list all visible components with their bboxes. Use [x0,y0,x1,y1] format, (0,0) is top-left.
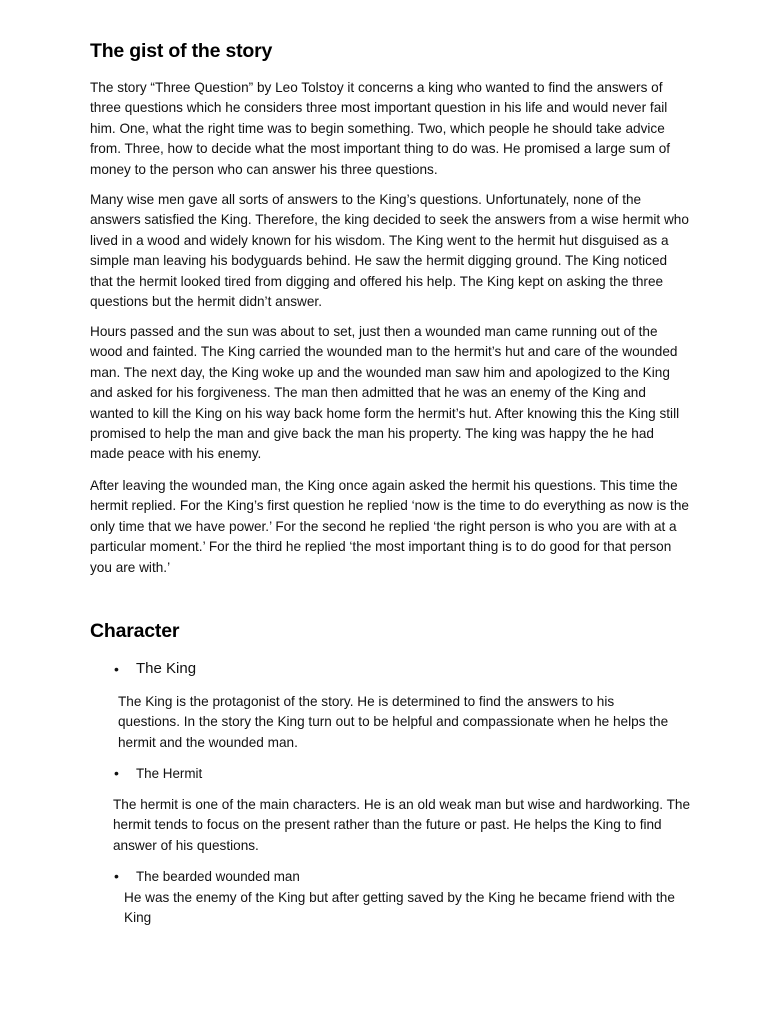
heading-gist-of-story: The gist of the story [90,40,273,62]
heading-character: Character [90,620,180,642]
character-name-hermit: The Hermit [136,765,203,781]
paragraph-hermit-answers: After leaving the wounded man, the King once again asked the hermit his questions. This time the hermit replied. For the King’s first question he replied ‘now is the time to do everything as now is the only time that we have power.’ For the second he replied ‘the right person is who you are with at a particular moment.’ For the third he replied ‘the most important thing is to do good for that person you are with.’ [90,478,689,575]
character-description-hermit: The hermit is one of the main characters. He is an old weak man but wise and hardworking. The hermit tends to focus on the present rather than the future or past. He helps the King to find answer of his questions. [113,797,691,853]
character-name-wounded-man: The bearded wounded man [136,868,300,884]
character-bullet-hermit [114,765,202,781]
character-description-king: The King is the protagonist of the story. He is determined to find the answers to his questions. In the story the King turn out to be helpful and compassionate when he helps the hermit and the wounded man. [118,694,669,750]
paragraph-wise-men: Many wise men gave all sorts of answers to the King’s questions. Unfortunately, none of the answers satisfied the King. Therefore, the king decided to seek the answers from a wise hermit who lived in a wood and widely known for his wisdom. The King went to the hermit hut disguised as a simple man leaving his bodyguards behind. He saw the hermit digging ground. The King noticed that the hermit looked tired from digging and offered his help. The King kept on asking the three questions but the hermit didn’t answer. [90,192,689,310]
character-name-king: The King [136,660,197,677]
bullet-icon: • [114,765,119,781]
bullet-icon: • [114,868,119,884]
bullet-icon: • [114,660,119,677]
paragraph-intro: The story “Three Question” by Leo Tolstoy it concerns a king who wanted to find the answers of three questions which he considers three most important question in his life and would never fail him. One, what the right time was to begin something. Two, which people he should take advice from. Three, how to decide what the most important thing to do was. He promised a large sum of money to the person who can answer his three questions. [90,80,671,177]
character-bullet-king [114,660,196,677]
paragraph-wounded-man: Hours passed and the sun was about to set, just then a wounded man came running out of the wood and fainted. The King carried the wounded man to the hermit’s hut and care of the wounded man. The next day, the King woke up and the wounded man saw him and apologized to the King and asked for his forgiveness. The man then admitted that he was an enemy of the King and wanted to kill the King on his way back home form the hermit’s hut. After knowing this the King still promised to help the man and give back the man his property. The king was happy the he had made peace with his enemy. [90,324,680,462]
character-bullet-wounded-man [114,868,300,884]
character-description-wounded-man: He was the enemy of the King but after getting saved by the King he became friend with the King [124,890,675,926]
